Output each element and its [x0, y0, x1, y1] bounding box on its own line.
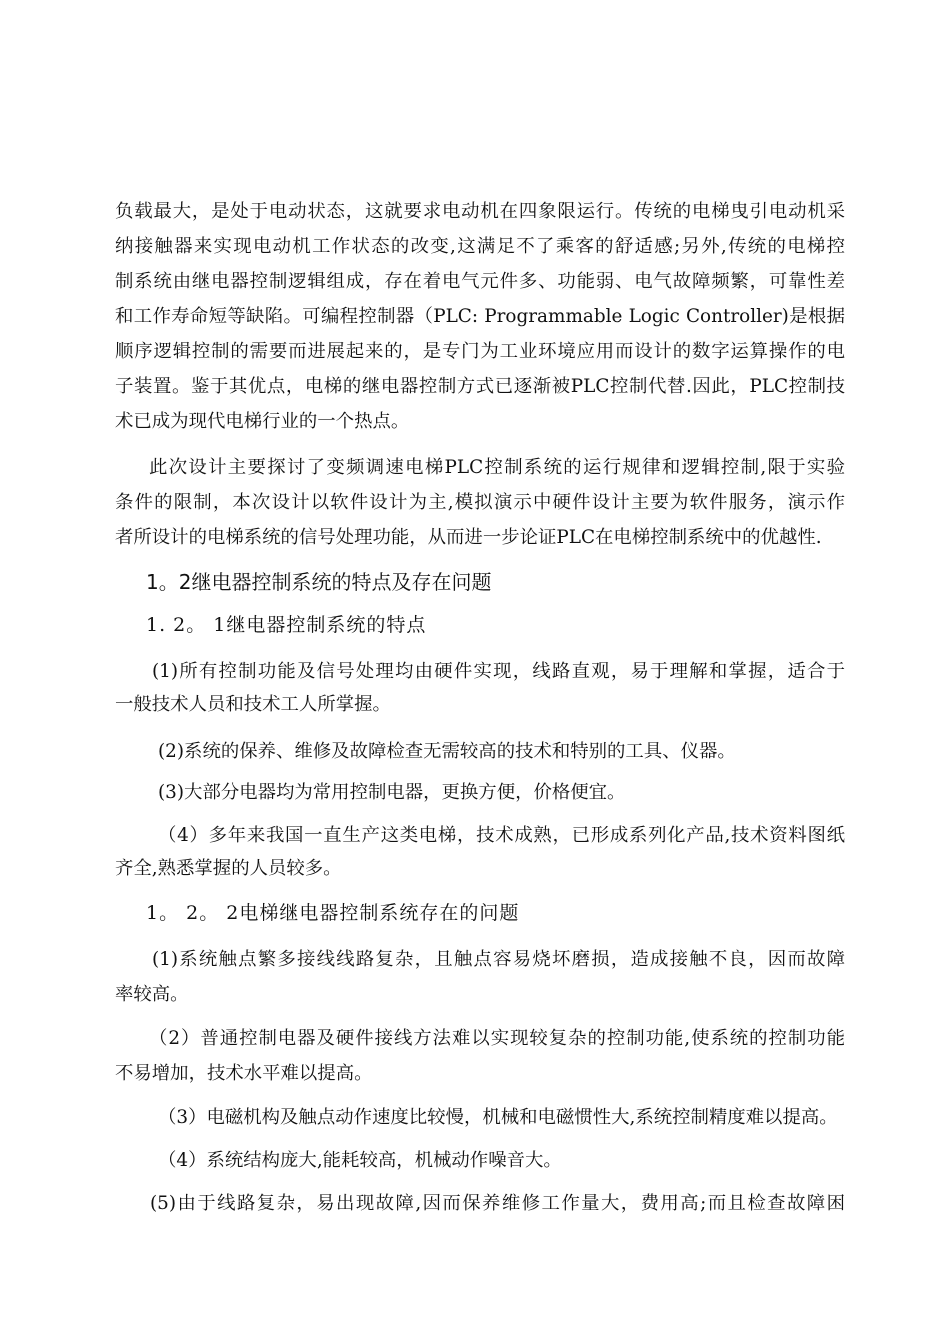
feature-item-4-line-2: 齐全,熟悉掌握的人员较多。: [115, 858, 342, 879]
subsection-heading-1-2-1: 1. 2。 1继电器控制系统的特点: [146, 614, 427, 636]
subsection-heading-1-2-2: 1。 2。 2电梯继电器控制系统存在的问题: [146, 902, 520, 924]
intro-line-4: 和工作寿命短等缺陷。可编程控制器（PLC: Programmable Logic Controller)是根据: [115, 306, 845, 327]
feature-item-2: (2)系统的保养、维修及故障检查无需较高的技术和特别的工具、仪器。: [158, 741, 736, 762]
design-line-1: 此次设计主要探讨了变频调速电梯PLC控制系统的运行规律和逻辑控制,限于实验: [149, 457, 845, 478]
intro-line-6: 子装置。鉴于其优点，电梯的继电器控制方式已逐渐被PLC控制代替.因此，PLC控制技: [115, 376, 845, 397]
feature-item-1-line-1: (1)所有控制功能及信号处理均由硬件实现，线路直观，易于理解和掌握，适合于: [152, 661, 845, 682]
problem-item-1-line-1: (1)系统触点繁多接线线路复杂，且触点容易烧坏磨损，造成接触不良，因而故障: [152, 949, 845, 970]
intro-line-7: 术已成为现代电梯行业的一个热点。: [115, 411, 410, 432]
problem-item-2-line-2: 不易增加，技术水平难以提高。: [115, 1063, 373, 1084]
problem-item-5-line-1: (5)由于线路复杂，易出现故障,因而保养维修工作量大，费用高;而且检查故障困: [150, 1193, 845, 1214]
problem-item-3: （3）电磁机构及触点动作速度比较慢，机械和电磁惯性大,系统控制精度难以提高。: [158, 1107, 838, 1128]
intro-line-5: 顺序逻辑控制的需要而进展起来的，是专门为工业环境应用而设计的数字运算操作的电: [115, 341, 845, 362]
section-heading-1-2: 1。2继电器控制系统的特点及存在问题: [146, 570, 492, 594]
feature-item-3: (3)大部分电器均为常用控制电器，更换方便，价格便宜。: [158, 782, 626, 803]
problem-item-1-line-2: 率较高。: [115, 984, 189, 1005]
design-line-2: 条件的限制，本次设计以软件设计为主,模拟演示中硬件设计主要为软件服务，演示作: [115, 492, 845, 513]
intro-line-2: 纳接触器来实现电动机工作状态的改变,这满足不了乘客的舒适感;另外,传统的电梯控: [115, 236, 845, 257]
feature-item-1-line-2: 一般技术人员和技术工人所掌握。: [115, 694, 391, 715]
design-line-3: 者所设计的电梯系统的信号处理功能，从而进一步论证PLC在电梯控制系统中的优越性.: [115, 527, 822, 548]
problem-item-4: （4）系统结构庞大,能耗较高，机械动作噪音大。: [158, 1150, 562, 1171]
intro-line-1: 负载最大，是处于电动状态，这就要求电动机在四象限运行。传统的电梯曳引电动机采: [115, 201, 845, 222]
problem-item-2-line-1: （2）普通控制电器及硬件接线方法难以实现较复杂的控制功能,使系统的控制功能: [149, 1028, 845, 1049]
intro-line-3: 制系统由继电器控制逻辑组成，存在着电气元件多、功能弱、电气故障频繁，可靠性差: [115, 271, 845, 292]
feature-item-4-line-1: （4）多年来我国一直生产这类电梯，技术成熟，已形成系列化产品,技术资料图纸: [158, 825, 845, 846]
